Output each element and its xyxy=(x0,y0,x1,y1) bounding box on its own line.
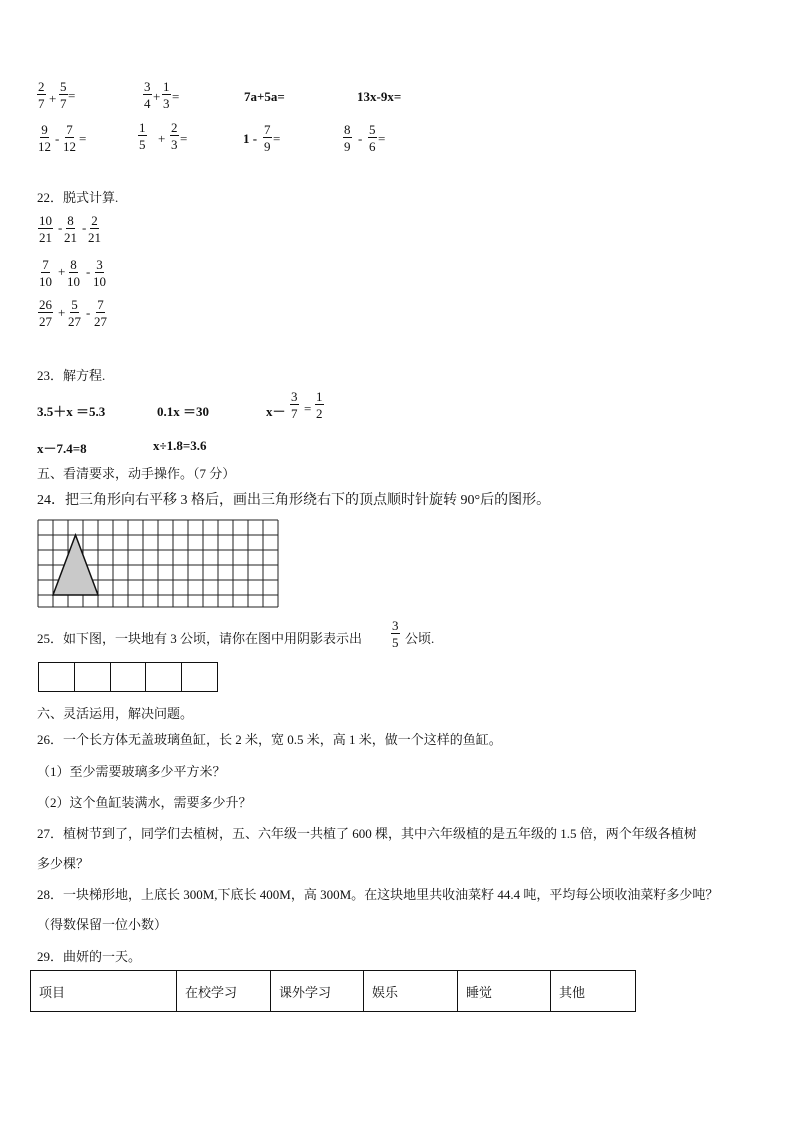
q26-text: 26．一个长方体无盖玻璃鱼缸，长 2 米，宽 0.5 米，高 1 米，做一个这样的鱼缸。 xyxy=(37,732,502,747)
section-five-heading: 五、看清要求，动手操作。（7 分） xyxy=(37,466,236,481)
table-header-cell: 在校学习 xyxy=(177,971,271,1012)
operator: + xyxy=(58,305,66,320)
q22-title: 22．脱式计算. xyxy=(37,190,119,205)
fraction: $\frac{2}{3}$ xyxy=(171,120,178,152)
equals-sign: = xyxy=(304,401,312,416)
fraction: $\frac{2}{7}$ xyxy=(38,79,45,111)
equation: 3.5＋x ＝5.3 xyxy=(37,404,106,419)
plot-cell xyxy=(181,662,218,692)
fraction: $\frac{1}{3}$ xyxy=(163,79,170,111)
fraction: $\frac{7}{27}$ xyxy=(94,297,107,329)
q28-line2: （得数保留一位小数） xyxy=(37,917,168,932)
fraction: $\frac{3}{7}$ xyxy=(291,389,298,421)
equation: x－7.4=8 xyxy=(37,441,87,456)
table-header-cell: 课外学习 xyxy=(271,971,364,1012)
fraction: $\frac{3}{10}$ xyxy=(93,257,106,289)
operator: + xyxy=(153,89,161,104)
fraction: $\frac{26}{27}$ xyxy=(39,297,52,329)
equation: x÷1.8=3.6 xyxy=(153,438,207,453)
fraction: $\frac{9}{12}$ xyxy=(38,122,51,154)
equals-sign: = xyxy=(273,131,281,146)
expression: 7a+5a= xyxy=(244,89,285,104)
plot-cell xyxy=(74,662,111,692)
q28-line1: 28．一块梯形地，上底长 300M,下底长 400M，高 300M。在这块地里共收油菜籽 44.4 吨，平均每公顷收油菜籽多少吨？ xyxy=(37,887,719,902)
equation: 0.1x ＝30 xyxy=(157,404,210,419)
section-six-heading: 六、灵活运用，解决问题。 xyxy=(37,706,194,721)
fraction: $\frac{3}{4}$ xyxy=(144,79,151,111)
fraction: $\frac{7}{12}$ xyxy=(63,122,76,154)
fraction: $\frac{1}{2}$ xyxy=(316,389,323,421)
equals-sign: = xyxy=(79,131,87,146)
fraction: $\frac{5}{27}$ xyxy=(68,297,81,329)
plot-cell xyxy=(110,662,147,692)
table-header-cell: 睡觉 xyxy=(458,971,551,1012)
operator: - xyxy=(82,220,87,235)
q24-text: 24．把三角形向右平移 3 格后，画出三角形绕右下的顶点顺时针旋转 90°后的图形。 xyxy=(37,493,551,508)
operator: - xyxy=(58,220,63,235)
expression: 13x-9x= xyxy=(357,89,402,104)
q23-title: 23．解方程. xyxy=(37,368,106,383)
fraction: $\frac{3}{5}$ xyxy=(392,618,399,650)
operator: + xyxy=(58,264,66,279)
fraction: $\frac{5}{7}$ xyxy=(60,79,67,111)
table-header-cell: 项目 xyxy=(31,971,177,1012)
equals-sign: = xyxy=(68,88,76,103)
operator: - xyxy=(55,131,60,146)
operator: - xyxy=(86,264,91,279)
fraction: $\frac{1}{5}$ xyxy=(139,120,146,152)
q25-text-before: 25．如下图，一块地有 3 公顷，请你在图中用阴影表示出 xyxy=(37,631,363,646)
operator: + xyxy=(158,131,166,146)
q27-line2: 多少棵？ xyxy=(37,856,90,871)
table-header-cell: 其他 xyxy=(551,971,636,1012)
fraction: $\frac{8}{21}$ xyxy=(64,213,77,245)
operator: - xyxy=(358,131,363,146)
q27-line1: 27．植树节到了，同学们去植树，五、六年级一共植了 600 棵，其中六年级植的是五年级的 1.5 倍，两个年级各植树 xyxy=(37,826,697,841)
expression-prefix: 1 - xyxy=(243,131,258,146)
operator: + xyxy=(49,91,57,106)
q25-text-after: 公顷. xyxy=(405,631,435,646)
q29-title: 29．曲妍的一天。 xyxy=(37,949,142,964)
fraction: $\frac{2}{21}$ xyxy=(88,213,101,245)
fraction: $\frac{8}{9}$ xyxy=(344,122,351,154)
fraction: $\frac{8}{10}$ xyxy=(67,257,80,289)
operator: - xyxy=(86,305,91,320)
equals-sign: = xyxy=(172,89,180,104)
land-plot-diagram xyxy=(38,662,218,692)
table-row xyxy=(31,971,636,1012)
equals-sign: = xyxy=(378,131,386,146)
plot-cell xyxy=(145,662,182,692)
plot-cell xyxy=(38,662,75,692)
fraction: $\frac{7}{10}$ xyxy=(39,257,52,289)
grid-diagram xyxy=(36,518,282,610)
equals-sign: = xyxy=(180,131,188,146)
q26-sub2: （2）这个鱼缸装满水，需要多少升？ xyxy=(37,795,252,810)
daily-schedule-table xyxy=(30,970,636,1012)
q26-sub1: （1）至少需要玻璃多少平方米？ xyxy=(37,764,226,779)
equation-prefix: x－ xyxy=(266,404,286,419)
fraction: $\frac{10}{21}$ xyxy=(39,213,52,245)
table-header-cell: 娱乐 xyxy=(364,971,458,1012)
fraction: $\frac{7}{9}$ xyxy=(264,122,271,154)
fraction: $\frac{5}{6}$ xyxy=(369,122,376,154)
